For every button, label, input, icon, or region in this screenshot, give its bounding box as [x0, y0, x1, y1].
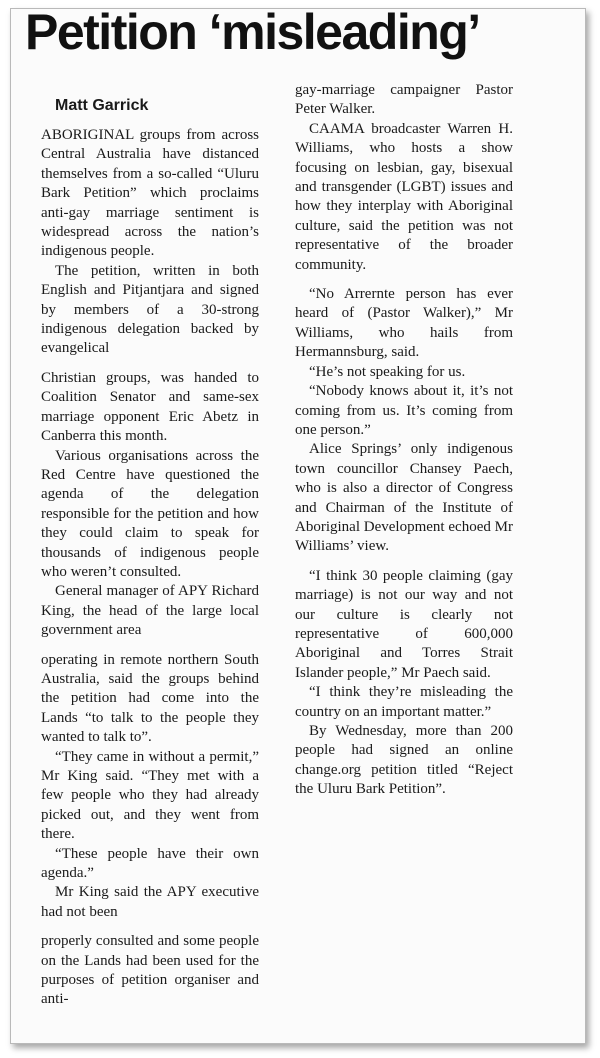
paragraph: Alice Springs’ only indigenous town councillor Chansey Paech, who is also a director of Congress and Chairman of the Institute of Aboriginal Development echoed Mr Williams’ view.: [295, 441, 513, 555]
byline: Matt Garrick: [55, 97, 149, 114]
paragraph: “I think they’re misleading the country on an important matter.”: [295, 684, 513, 720]
column-break-gap: [41, 922, 259, 932]
column-break-gap: [295, 557, 513, 567]
paragraph: General manager of APY Richard King, the head of the large local government area: [41, 583, 259, 639]
paragraph: “They came in without a permit,” Mr King said. “They met with a few people who they had already picked out, and they went from there.: [41, 748, 259, 843]
paragraph: Mr King said the APY executive had not been: [41, 884, 259, 920]
column-break-gap: [41, 641, 259, 651]
column-break-gap: [295, 275, 513, 285]
newspaper-clipping: [10, 4, 586, 1044]
column-break-gap: [41, 359, 259, 369]
paragraph: “I think 30 people claiming (gay marriage) is not our way and not our culture is clearly not representative of 600,000 Aboriginal and Torres Strait Islander people,” Mr Paech said.: [295, 567, 513, 681]
paragraph: “He’s not speaking for us.: [309, 363, 466, 380]
paragraph: Various organisations across the Red Centre have questioned the agenda of the delegation responsible for the petition and how they could claim to speak for thousands of indigenous people who weren’t consulted.: [41, 447, 259, 580]
paragraph: gay-marriage campaigner Pastor Peter Walker.: [295, 82, 513, 118]
paragraph: CAAMA broadcaster Warren H. Williams, who hosts a show focusing on lesbian, gay, bisexual and transgender (LGBT) issues and how they interplay with Aboriginal culture, said the petition was not representative of the broader community.: [295, 120, 513, 273]
headline: Petition ‘misleading’: [25, 4, 480, 60]
paragraph: ABORIGINAL groups from across Central Australia have distanced themselves from a so-called “Uluru Bark Petition” which proclaims anti-gay marriage sentiment is widespread across the nation’s indigenous people.: [41, 127, 259, 260]
article-column-1: [41, 126, 259, 1010]
paragraph: “No Arrernte person has ever heard of (Pastor Walker),” Mr Williams, who hails from Hermannsburg, said.: [295, 286, 513, 361]
paragraph: “These people have their own agenda.”: [41, 845, 259, 882]
article-column-2: [295, 81, 513, 800]
paragraph: By Wednesday, more than 200 people had signed an online change.org petition titled “Reject the Uluru Bark Petition”.: [295, 723, 513, 798]
paragraph: operating in remote northern South Australia, said the groups behind the petition had come into the Lands “to talk to the people they wanted to talk to”.: [41, 651, 259, 746]
paragraph: “Nobody knows about it, it’s not coming from us. It’s coming from one person.”: [295, 383, 513, 438]
paragraph: properly consulted and some people on the Lands had been used for the purposes of petition organiser and anti-: [41, 933, 259, 1008]
paragraph: The petition, written in both English and Pitjantjara and signed by members of a 30-strong indigenous delegation backed by evangelical: [41, 262, 259, 357]
paragraph: Christian groups, was handed to Coalition Senator and same-sex marriage opponent Eric Abetz in Canberra this month.: [41, 369, 259, 445]
